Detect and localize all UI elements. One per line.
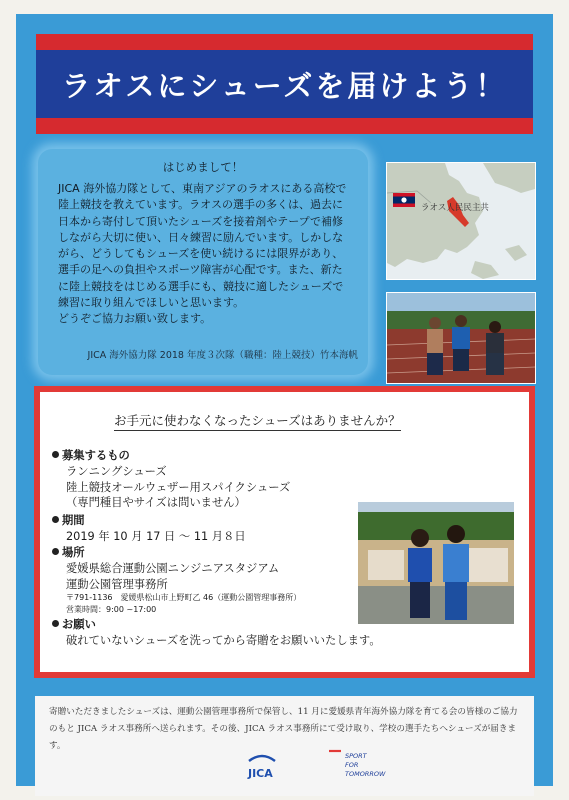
period-value: 2019 年 10 月 17 日 ～ 11 月８日 bbox=[66, 529, 246, 543]
training-photo-graphic bbox=[387, 293, 535, 383]
portrait-photo-graphic bbox=[358, 502, 514, 624]
title-banner bbox=[36, 50, 533, 118]
intro-line: どうぞご協力お願い致します。 bbox=[58, 312, 212, 326]
place-heading-text: 場所 bbox=[62, 546, 85, 559]
donation-info-box bbox=[34, 386, 535, 678]
place-section bbox=[52, 545, 301, 616]
recruit-heading bbox=[52, 448, 290, 464]
footer-note-box bbox=[35, 696, 534, 796]
svg-text:JICA: JICA bbox=[248, 767, 273, 780]
request-value: 破れていないシューズを洗ってから寄贈をお願いいたします。 bbox=[66, 633, 381, 647]
donation-info-content bbox=[40, 392, 529, 672]
banner-red-stripe-bottom bbox=[36, 118, 533, 134]
donation-question: お手元に使わなくなったシューズはありませんか？ bbox=[114, 413, 401, 431]
banner-red-stripe-top bbox=[36, 34, 533, 50]
recruit-item: （専門種目やサイズは問いません） bbox=[66, 496, 246, 510]
athletes-training-photo bbox=[386, 292, 536, 384]
request-heading-text: お願い bbox=[62, 618, 96, 631]
jica-logo-icon bbox=[245, 751, 279, 781]
recruit-item: ランニングシューズ bbox=[66, 464, 167, 478]
intro-panel bbox=[38, 149, 368, 375]
intro-line: がら、どうしてもシューズを使い続けるには限界があり、 bbox=[58, 247, 344, 261]
sport-for-tomorrow-logo-icon bbox=[327, 749, 387, 783]
intro-line: 日本から寄付して頂いたシューズを接着剤やテープで補修 bbox=[58, 214, 344, 228]
poster bbox=[16, 14, 553, 786]
intro-greeting: はじめまして！ bbox=[162, 160, 244, 174]
bullet-icon bbox=[52, 548, 59, 555]
place-heading bbox=[52, 545, 301, 561]
bullet-icon bbox=[52, 451, 59, 458]
intro-line: JICA 海外協力隊として、東南アジアのラオスにある高校で bbox=[58, 182, 347, 195]
intro-signature: JICA 海外協力隊 2018 年度３次隊（職種：陸上競技）竹本海帆 bbox=[87, 350, 358, 361]
bullet-icon bbox=[52, 620, 59, 627]
footer-note: 寄贈いただきましたシューズは、運動公園管理事務所で保管し、11 月に愛媛県青年海外協力隊を育てる会の皆様のご協力のもと JICA ラオス事務所へ送られます。その後、JICA ラオス事務所にて受け取り、学校の選手たちへシューズが届きます。 bbox=[49, 707, 518, 751]
period-heading-text: 期間 bbox=[62, 514, 85, 527]
request-section bbox=[52, 617, 381, 649]
place-address: 〒791-1136 愛媛県松山市上野町乙 46（運動公園管理事務所） bbox=[66, 593, 302, 603]
place-hours: 営業時間：9:00 ~17:00 bbox=[66, 605, 157, 615]
bullet-icon bbox=[52, 516, 59, 523]
svg-text:TOMORROW: TOMORROW bbox=[345, 770, 386, 778]
map-country-label: ラオス人民民主共 bbox=[421, 203, 489, 213]
period-section bbox=[52, 513, 246, 545]
laos-flag-icon bbox=[393, 193, 415, 207]
map-graphic bbox=[387, 163, 535, 279]
intro-line: 陸上競技を教えています。ラオスの選手の多くは、過去に bbox=[58, 198, 344, 212]
place-name: 愛媛県総合運動公園ニンジニアスタジアム bbox=[66, 561, 280, 575]
recruit-heading-text: 募集するもの bbox=[62, 449, 130, 462]
athletes-portrait-photo bbox=[358, 502, 514, 624]
intro-line: しながら大切に使い、日々練習に励んでいます。しかしな bbox=[58, 230, 344, 244]
intro-body bbox=[58, 181, 362, 328]
recruit-section bbox=[52, 448, 290, 511]
svg-text:SPORT: SPORT bbox=[345, 752, 367, 760]
page-title: ラオスにシューズを届けよう！ bbox=[61, 68, 508, 103]
place-office: 運動公園管理事務所 bbox=[66, 577, 168, 591]
intro-line: 練習に取り組んでほしいと思います。 bbox=[58, 296, 245, 310]
intro-line: 選手の足への負担やスポーツ障害が心配です。また、新た bbox=[58, 263, 343, 277]
request-heading bbox=[52, 617, 381, 633]
svg-text:FOR: FOR bbox=[345, 761, 359, 769]
recruit-item: 陸上競技オールウェザー用スパイクシューズ bbox=[66, 480, 291, 494]
intro-line: に陸上競技をはじめる選手にも、競技に適したシューズで bbox=[58, 279, 344, 293]
laos-map-image bbox=[386, 162, 536, 280]
period-heading bbox=[52, 513, 246, 529]
